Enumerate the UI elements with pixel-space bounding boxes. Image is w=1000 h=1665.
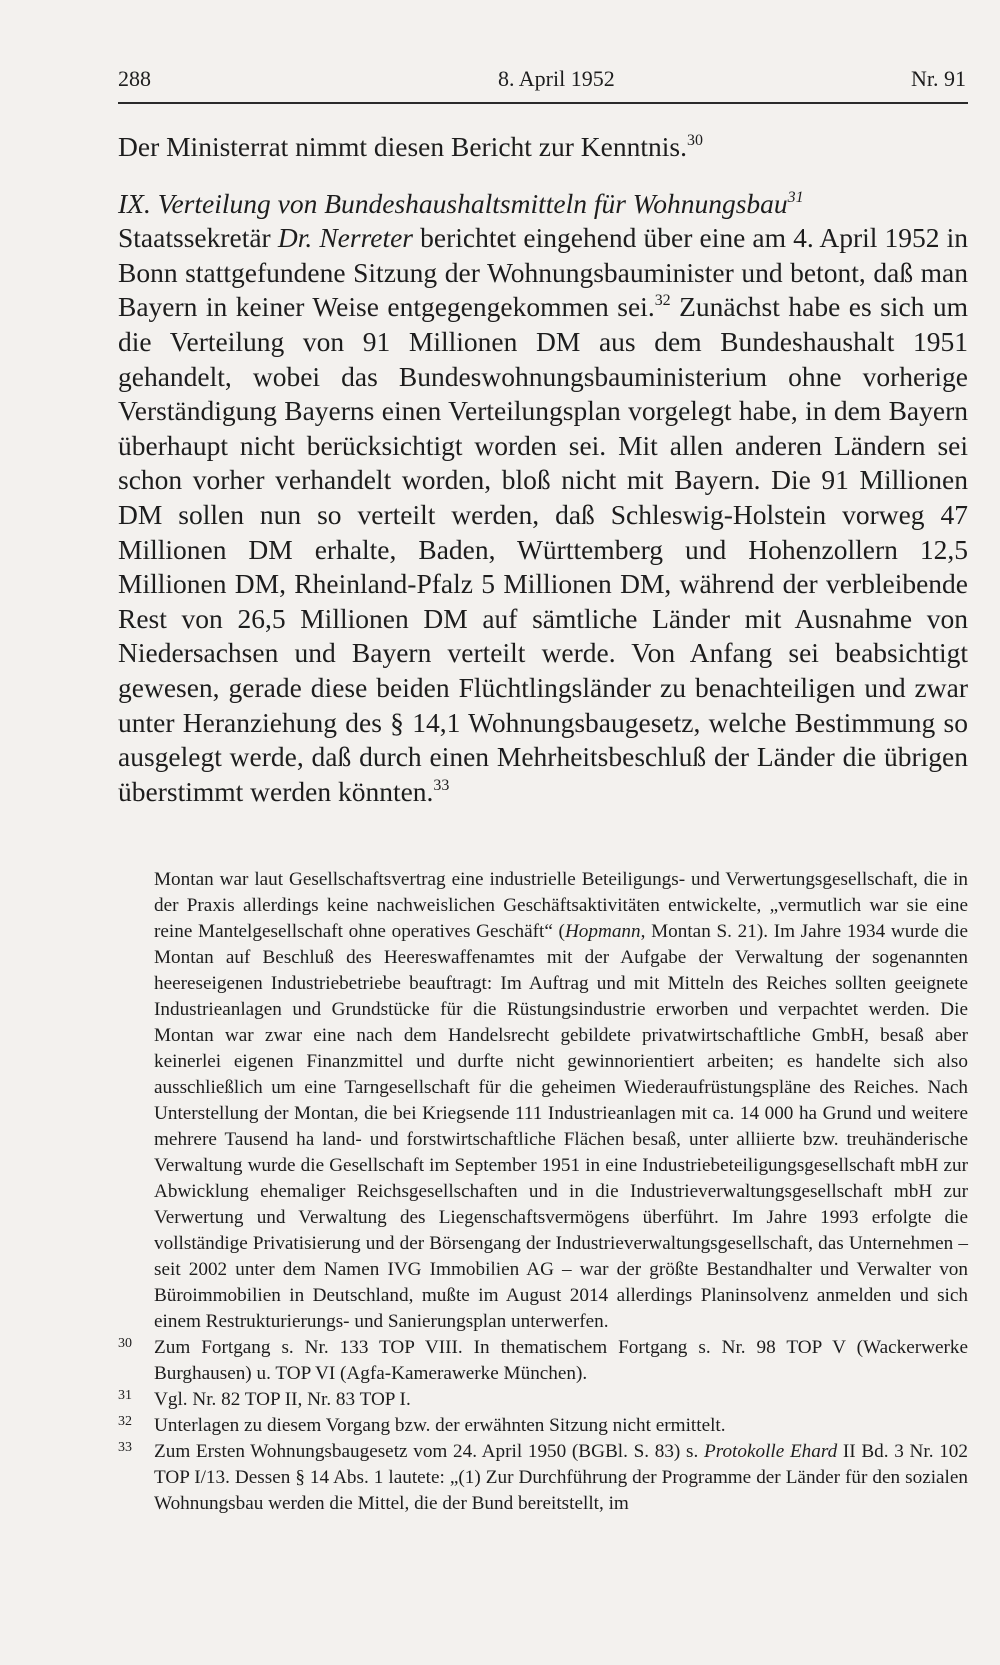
body-paragraph	[118, 221, 968, 809]
paragraph-mid: berichtet eingehend über eine am 4. April 1952 in Bonn stattgefundene Sitzung der Wohnungsbauminister und betont, daß man Bayern in keiner Weise entgegengekommen sei.	[118, 222, 968, 323]
footnote-text-1: Zum Ersten Wohnungsbaugesetz vom 24. April 1950 (BGBl. S. 83) s.	[154, 1441, 704, 1462]
footnote-text: Unterlagen zu diesem Vorgang bzw. der erwähnten Sitzung nicht ermittelt.	[154, 1415, 726, 1436]
footnote-continued-text-1: Montan war laut Gesellschaftsvertrag eine industrielle Beteiligungs- und Verwertungsgesellschaft, die in der Praxis allerdings keine nachweislichen Geschäftsaktivitäten entwickelte, „vermutlich war sie eine reine Mantelgesellschaft ohne operatives Geschäft“ (	[154, 869, 968, 942]
footnote-text-2: II Bd. 3 Nr. 102 TOP I/13. Dessen § 14 Abs. 1 lautete: „(1) Zur Durchführung der Programme der Länder für den sozialen Wohnungsbau werden die Mittel, die der Bund bereitstellt, im	[154, 1441, 968, 1514]
footnote-ref-31: 31	[787, 188, 804, 206]
footnote-continued-text-2: , Montan S. 21). Im Jahre 1934 wurde die Montan auf Beschluß des Heereswaffenamtes mit der Aufgabe der Verwaltung der sogenannten heereseigenen Industriebetriebe beauftragt: Im Auftrag und mit Mitteln des Reiches sollten geeignete Industrieanlagen und Grundstücke für die Rüstungsindustrie erworben und verpachtet werden. Die Montan war zwar eine nach dem Handelsrecht gebildete privatwirtschaftliche GmbH, besaß aber keinerlei eigenen Finanzmittel und durfte nicht gewinnorientiert arbeiten; es handelte sich also ausschließlich um eine Tarngesellschaft für die geheimen Wiederaufrüstungspläne des Reiches. Nach Unterstellung der Montan, die bei Kriegsende 111 Industrieanlagen mit ca. 14 000 ha Grund und weitere mehrere Tausend ha land- und forstwirtschaftliche Flächen besaß, unter alliierte bzw. treuhänderische Verwaltung wurde die Gesellschaft im September 1951 in eine Industriebeteiligungsgesellschaft mbH zur Abwicklung ehemaliger Reichsgesellschaften und in die Industrieverwaltungsgesellschaft mbH zur Verwertung und Verwaltung des Liegenschaftsvermögens überführt. Im Jahre 1993 erfolgte die vollständige Privatisierung und der Börsengang der Industrieverwaltungsgesellschaft, das Unternehmen – seit 2002 unter dem Namen IVG Immobilien AG – war der größte Bestandhalter und Verwalter von Büroimmobilien in Deutschland, mußte im August 2014 allerdings Planinsolvenz anmelden und sich einem Restrukturierungs- und Sanierungsplan unterwerfen.	[154, 921, 968, 1332]
header-rule	[118, 102, 968, 104]
footnote-number: 33	[118, 1440, 132, 1455]
main-text	[118, 130, 968, 809]
cited-work: Protokolle Ehard	[703, 1441, 838, 1462]
footnote-continued	[118, 867, 968, 1335]
section-heading-text: IX. Verteilung von Bundeshaushaltsmitteln für Wohnungsbau	[118, 187, 788, 219]
minutes-note-text: Der Ministerrat nimmt diesen Bericht zur Kenntnis.	[118, 131, 687, 162]
speaker-name: Dr. Nerreter	[277, 222, 414, 254]
running-header	[118, 66, 966, 100]
footnote-33	[118, 1439, 968, 1517]
paragraph-start: Staatssekretär	[118, 222, 278, 254]
footnote-ref-32: 32	[654, 292, 671, 310]
footnote-ref-33: 33	[433, 776, 450, 794]
footnote-number: 30	[118, 1336, 132, 1351]
footnote-30	[118, 1335, 968, 1387]
page-number: 288	[118, 66, 151, 91]
footnote-31	[118, 1387, 968, 1413]
header-date: 8. April 1952	[498, 66, 615, 91]
footnotes	[118, 867, 968, 1517]
issue-number: Nr. 91	[911, 66, 966, 91]
footnote-ref-30: 30	[686, 131, 703, 149]
paragraph-rest: Zunächst habe es sich um die Verteilung von 91 Millionen DM aus dem Bundeshaushalt 1951 gehandelt, wobei das Bundeswohnungsbauministerium ohne vorherige Verständigung Bayerns einen Verteilungsplan vorgelegt habe, in dem Bayern überhaupt nicht berücksichtigt worden sei. Mit allen anderen Ländern sei schon vorher verhandelt worden, bloß nicht mit Bayern. Die 91 Millionen DM sollen nun so verteilt werden, daß Schleswig-Holstein vorweg 47 Millionen DM erhalte, Baden, Württemberg und Hohenzollern 12,5 Millionen DM, Rheinland-Pfalz 5 Millionen DM, während der verbleibende Rest von 26,5 Millionen DM auf sämtliche Länder mit Ausnahme von Niedersachsen und Bayern verteilt werde. Von Anfang sei beabsichtigt gewesen, gerade diese beiden Flüchtlingsländer zu benachteiligen und zwar unter Heranziehung des § 14,1 Wohnungsbaugesetz, welche Bestimmung so ausgelegt werde, daß durch einen Mehrheitsbeschluß der Länder die übrigen überstimmt werden könnten.	[118, 291, 968, 807]
footnote-number: 31	[118, 1388, 132, 1403]
footnote-text: Zum Fortgang s. Nr. 133 TOP VIII. In thematischem Fortgang s. Nr. 98 TOP V (Wackerwerke Burghausen) u. TOP VI (Agfa-Kamerawerke München).	[154, 1337, 968, 1384]
minutes-note	[118, 130, 968, 165]
footnote-32	[118, 1413, 968, 1439]
cited-author: Hopmann	[564, 921, 641, 942]
footnote-number: 32	[118, 1414, 132, 1429]
section-heading	[118, 187, 968, 222]
footnote-text: Vgl. Nr. 82 TOP II, Nr. 83 TOP I.	[154, 1389, 411, 1410]
